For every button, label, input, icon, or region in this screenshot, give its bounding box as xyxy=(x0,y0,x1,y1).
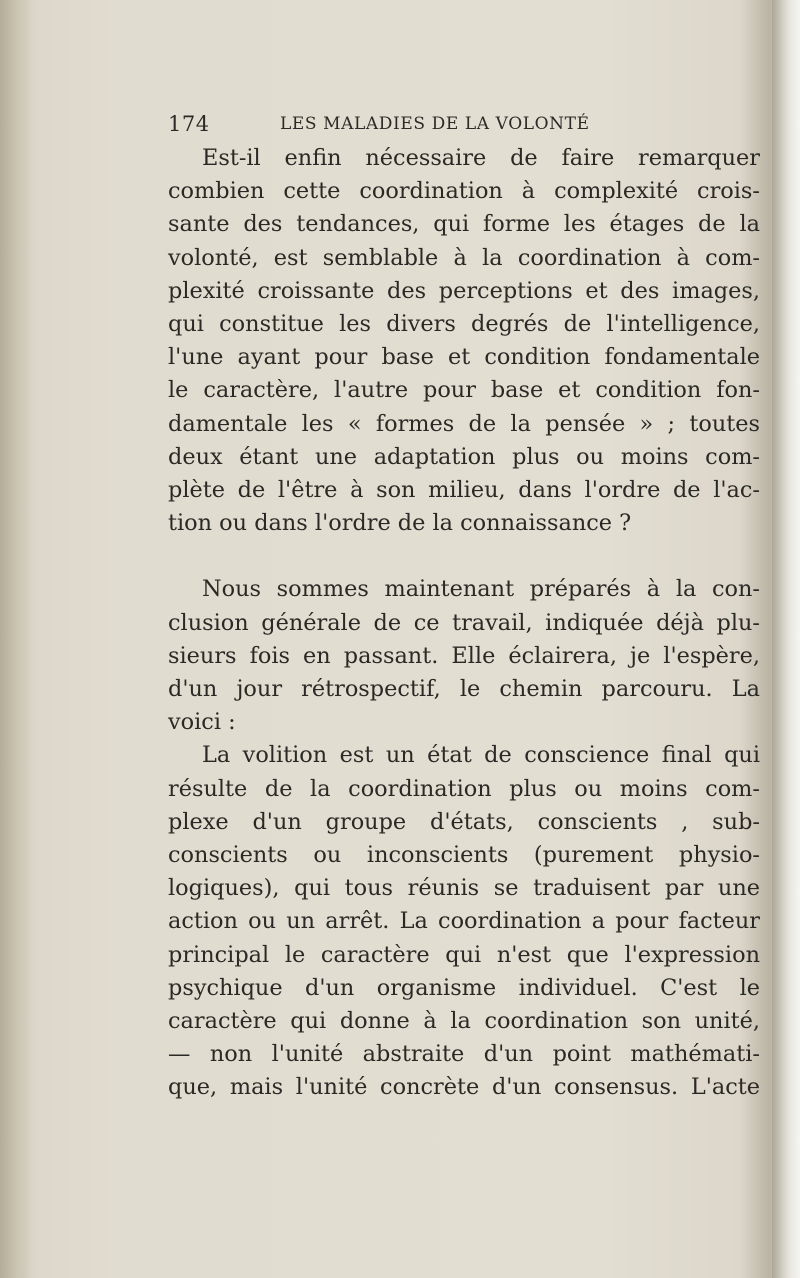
text-line: le caractère, l'autre pour base et condition fon- xyxy=(168,377,760,404)
body-text xyxy=(168,142,760,1104)
text-line: damentale les « formes de la pensée » ; toutes xyxy=(168,410,760,437)
running-title: LES MALADIES DE LA VOLONTÉ xyxy=(280,114,590,134)
text-line: clusion générale de ce travail, indiquée déjà plu- xyxy=(168,609,760,636)
text-line: volonté, est semblable à la coordination à com- xyxy=(168,244,760,271)
text-line: action ou un arrêt. La coordination a pour facteur xyxy=(168,908,760,935)
text-line: Nous sommes maintenant préparés à la con- xyxy=(202,576,760,603)
text-line: conscients ou inconscients (purement physio- xyxy=(168,841,760,868)
text-line: sante des tendances, qui forme les étages de la xyxy=(168,211,760,238)
text-line: qui constitue les divers degrés de l'intelligence, xyxy=(168,310,760,337)
text-line: Est-il enfin nécessaire de faire remarquer xyxy=(202,145,760,171)
text-line: — non l'unité abstraite d'un point mathémati- xyxy=(168,1041,760,1068)
text-line: caractère qui donne à la coordination son unité, xyxy=(168,1007,760,1034)
text-line: psychique d'un organisme individuel. C'est le xyxy=(168,974,760,1001)
page-left-shadow xyxy=(0,0,30,1278)
text-line: d'un jour rétrospectif, le chemin parcouru. La xyxy=(168,676,760,702)
text-line: La volition est un état de conscience final qui xyxy=(202,742,760,769)
text-line: plexe d'un groupe d'états, conscients , sub- xyxy=(168,808,760,835)
page-number: 174 xyxy=(168,112,210,136)
text-line: combien cette coordination à complexité crois- xyxy=(168,178,760,205)
paragraph-3 xyxy=(168,739,760,1104)
paragraph-spacer xyxy=(168,540,760,573)
paragraph-1 xyxy=(168,142,760,540)
text-line: sieurs fois en passant. Elle éclairera, je l'espère, xyxy=(168,642,760,669)
text-line: plète de l'être à son milieu, dans l'ordre de l'ac- xyxy=(168,476,760,503)
text-line: principal le caractère qui n'est que l'expression xyxy=(168,941,760,968)
text-line: tion ou dans l'ordre de la connaissance ? xyxy=(168,510,632,537)
text-line: logiques), qui tous réunis se traduisent par une xyxy=(168,875,760,902)
text-line: que, mais l'unité concrète d'un consensus. L'acte xyxy=(168,1074,760,1101)
text-line: voici : xyxy=(168,709,236,736)
text-line: plexité croissante des perceptions et des images, xyxy=(168,277,760,304)
text-line: résulte de la coordination plus ou moins com- xyxy=(168,775,760,802)
text-line: deux étant une adaptation plus ou moins com- xyxy=(168,443,760,470)
text-line: l'une ayant pour base et condition fondamentale xyxy=(168,344,760,371)
page-right-edge xyxy=(772,0,800,1278)
page-header xyxy=(168,112,758,142)
paragraph-2 xyxy=(168,573,760,739)
